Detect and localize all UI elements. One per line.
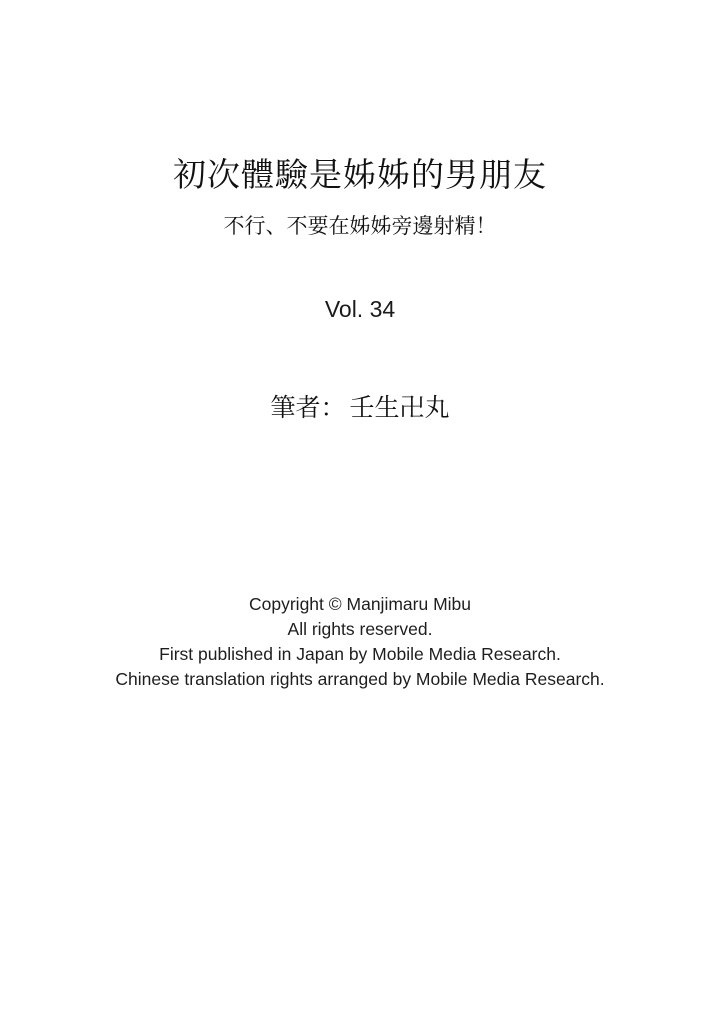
- book-subtitle: 不行、不要在姊姊旁邊射精！: [223, 214, 497, 238]
- rights-reserved-line: All rights reserved.: [287, 619, 433, 639]
- copyright-notice: [0, 592, 720, 692]
- translation-rights-line: Chinese translation rights arranged by Mobile Media Research.: [115, 669, 605, 689]
- book-title: 初次體驗是姊姊的男朋友: [173, 155, 547, 194]
- author-name: 壬生卍丸: [349, 393, 450, 422]
- volume-number: Vol. 34: [324, 296, 396, 322]
- first-published-line: First published in Japan by Mobile Media Research.: [159, 644, 561, 664]
- author-credit: [0, 390, 720, 426]
- author-label: 筆者：: [270, 393, 346, 422]
- copyright-line: Copyright © Manjimaru Mibu: [249, 594, 471, 614]
